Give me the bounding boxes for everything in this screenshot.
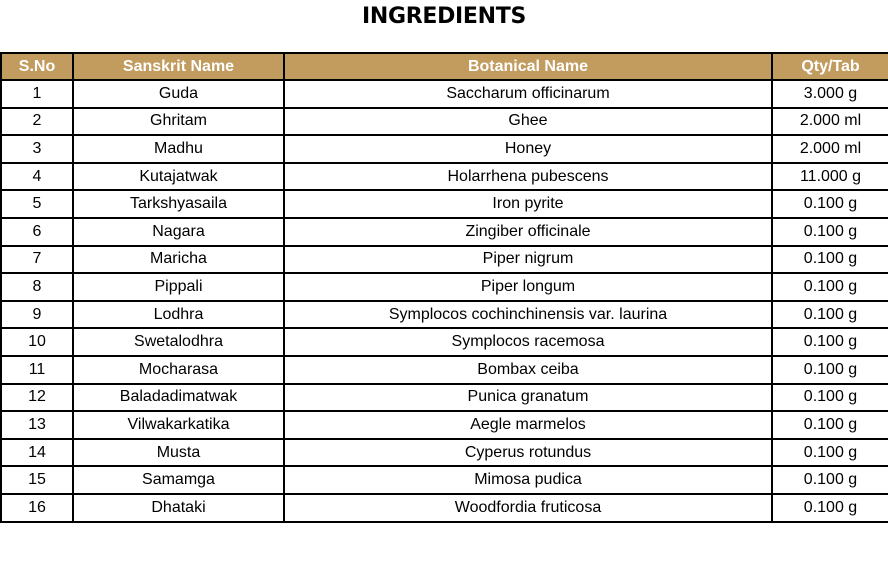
cell-botanical-name: Aegle marmelos bbox=[284, 411, 772, 439]
cell-qty: 0.100 g bbox=[772, 384, 888, 412]
cell-sno: 14 bbox=[1, 439, 73, 467]
cell-sno: 3 bbox=[1, 135, 73, 163]
cell-botanical-name: Bombax ceiba bbox=[284, 356, 772, 384]
cell-sanskrit-name: Maricha bbox=[73, 246, 284, 274]
table-row bbox=[1, 273, 888, 301]
cell-qty: 11.000 g bbox=[772, 163, 888, 191]
cell-sno: 6 bbox=[1, 218, 73, 246]
cell-qty: 2.000 ml bbox=[772, 135, 888, 163]
cell-qty: 0.100 g bbox=[772, 246, 888, 274]
cell-sanskrit-name: Pippali bbox=[73, 273, 284, 301]
cell-sanskrit-name: Baladadimatwak bbox=[73, 384, 284, 412]
table-row bbox=[1, 384, 888, 412]
cell-qty: 0.100 g bbox=[772, 466, 888, 494]
cell-sno: 10 bbox=[1, 328, 73, 356]
table-row bbox=[1, 439, 888, 467]
cell-botanical-name: Zingiber officinale bbox=[284, 218, 772, 246]
cell-qty: 0.100 g bbox=[772, 494, 888, 522]
cell-qty: 0.100 g bbox=[772, 301, 888, 329]
cell-sanskrit-name: Samamga bbox=[73, 466, 284, 494]
table-row bbox=[1, 466, 888, 494]
cell-sanskrit-name: Mocharasa bbox=[73, 356, 284, 384]
table-row bbox=[1, 218, 888, 246]
cell-botanical-name: Piper longum bbox=[284, 273, 772, 301]
cell-qty: 0.100 g bbox=[772, 356, 888, 384]
cell-sno: 2 bbox=[1, 108, 73, 136]
cell-botanical-name: Ghee bbox=[284, 108, 772, 136]
table-row bbox=[1, 108, 888, 136]
cell-botanical-name: Holarrhena pubescens bbox=[284, 163, 772, 191]
cell-sanskrit-name: Guda bbox=[73, 80, 284, 108]
cell-qty: 2.000 ml bbox=[772, 108, 888, 136]
cell-sno: 11 bbox=[1, 356, 73, 384]
cell-sanskrit-name: Tarkshyasaila bbox=[73, 190, 284, 218]
cell-qty: 0.100 g bbox=[772, 411, 888, 439]
cell-qty: 0.100 g bbox=[772, 273, 888, 301]
cell-sanskrit-name: Lodhra bbox=[73, 301, 284, 329]
ingredients-table bbox=[0, 52, 888, 523]
cell-sno: 13 bbox=[1, 411, 73, 439]
cell-botanical-name: Symplocos cochinchinensis var. laurina bbox=[284, 301, 772, 329]
cell-botanical-name: Saccharum officinarum bbox=[284, 80, 772, 108]
table-row bbox=[1, 246, 888, 274]
cell-botanical-name: Iron pyrite bbox=[284, 190, 772, 218]
table-header-row bbox=[1, 53, 888, 80]
cell-sno: 4 bbox=[1, 163, 73, 191]
header-sno: S.No bbox=[1, 53, 73, 80]
cell-botanical-name: Symplocos racemosa bbox=[284, 328, 772, 356]
cell-botanical-name: Honey bbox=[284, 135, 772, 163]
cell-qty: 0.100 g bbox=[772, 190, 888, 218]
cell-botanical-name: Woodfordia fruticosa bbox=[284, 494, 772, 522]
cell-sno: 8 bbox=[1, 273, 73, 301]
table-row bbox=[1, 356, 888, 384]
cell-sanskrit-name: Ghritam bbox=[73, 108, 284, 136]
table-row bbox=[1, 190, 888, 218]
cell-sanskrit-name: Kutajatwak bbox=[73, 163, 284, 191]
header-qty-per-tab: Qty/Tab bbox=[772, 53, 888, 80]
table-row bbox=[1, 80, 888, 108]
page-title: INGREDIENTS bbox=[361, 4, 527, 29]
cell-botanical-name: Piper nigrum bbox=[284, 246, 772, 274]
cell-botanical-name: Cyperus rotundus bbox=[284, 439, 772, 467]
cell-qty: 3.000 g bbox=[772, 80, 888, 108]
cell-botanical-name: Mimosa pudica bbox=[284, 466, 772, 494]
cell-qty: 0.100 g bbox=[772, 328, 888, 356]
cell-qty: 0.100 g bbox=[772, 439, 888, 467]
cell-sno: 12 bbox=[1, 384, 73, 412]
table-row bbox=[1, 163, 888, 191]
cell-sno: 5 bbox=[1, 190, 73, 218]
cell-sanskrit-name: Dhataki bbox=[73, 494, 284, 522]
cell-sno: 9 bbox=[1, 301, 73, 329]
header-botanical-name: Botanical Name bbox=[284, 53, 772, 80]
cell-sno: 7 bbox=[1, 246, 73, 274]
cell-sno: 16 bbox=[1, 494, 73, 522]
cell-qty: 0.100 g bbox=[772, 218, 888, 246]
table-row bbox=[1, 301, 888, 329]
table-row bbox=[1, 411, 888, 439]
cell-sanskrit-name: Musta bbox=[73, 439, 284, 467]
cell-sanskrit-name: Madhu bbox=[73, 135, 284, 163]
cell-sanskrit-name: Vilwakarkatika bbox=[73, 411, 284, 439]
cell-sno: 15 bbox=[1, 466, 73, 494]
cell-botanical-name: Punica granatum bbox=[284, 384, 772, 412]
cell-sanskrit-name: Swetalodhra bbox=[73, 328, 284, 356]
cell-sanskrit-name: Nagara bbox=[73, 218, 284, 246]
header-sanskrit-name: Sanskrit Name bbox=[73, 53, 284, 80]
table-row bbox=[1, 328, 888, 356]
table-row bbox=[1, 494, 888, 522]
cell-sno: 1 bbox=[1, 80, 73, 108]
table-row bbox=[1, 135, 888, 163]
